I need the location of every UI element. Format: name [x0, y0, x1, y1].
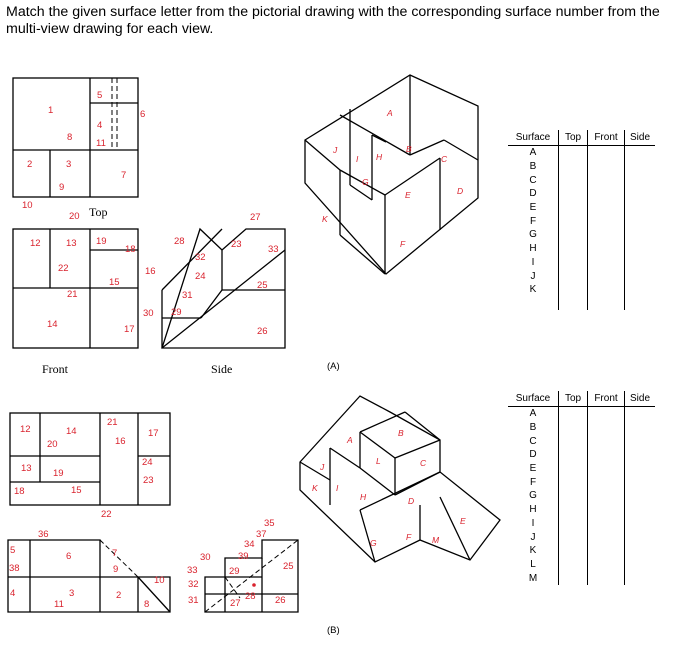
b-num: 19 [53, 468, 64, 479]
surface-letter: D [529, 188, 537, 200]
b-num: 34 [244, 539, 255, 550]
answer-front[interactable] [588, 475, 625, 489]
answer-side[interactable] [625, 214, 656, 228]
answer-front[interactable] [588, 214, 625, 228]
a-front-label: Front [42, 362, 69, 376]
instructions: Match the given surface letter from the pictorial drawing with the corresponding surface number from the multi-view drawing for each view. [6, 4, 660, 37]
a-num: 13 [66, 238, 77, 249]
answer-side[interactable] [625, 421, 656, 435]
table-header-front: Front [588, 130, 625, 146]
a-letter: G [362, 177, 369, 187]
a-num: 17 [124, 324, 135, 335]
surface-letter: H [529, 504, 537, 516]
surface-letter: M [528, 572, 538, 584]
surface-letter: F [529, 476, 537, 488]
answer-front[interactable] [588, 146, 625, 160]
table-row [508, 256, 655, 270]
answer-top[interactable] [559, 558, 588, 572]
table-row [508, 517, 655, 531]
b-num: 37 [256, 529, 267, 540]
table-header-front: Front [588, 391, 625, 407]
answer-front[interactable] [588, 558, 625, 572]
b-num: 29 [229, 566, 240, 577]
a-num: 16 [145, 266, 156, 277]
problem-a-pictorial [305, 75, 478, 274]
b-letter: I [336, 483, 339, 493]
answer-side[interactable] [625, 187, 656, 201]
b-num: 24 [142, 457, 153, 468]
b-letter: D [408, 496, 415, 506]
a-num: 28 [174, 236, 185, 247]
answer-front[interactable] [588, 256, 625, 270]
table-row [508, 434, 655, 448]
table-row [508, 530, 655, 544]
table-row [508, 421, 655, 435]
surface-letter: C [529, 435, 537, 447]
a-num: 32 [195, 252, 206, 263]
surface-letter: B [529, 161, 537, 173]
table-row [508, 503, 655, 517]
answer-top[interactable] [559, 214, 588, 228]
a-letter: H [376, 152, 383, 162]
answer-side[interactable] [625, 517, 656, 531]
answer-front[interactable] [588, 530, 625, 544]
surface-letter: A [529, 408, 537, 420]
a-top-label: Top [89, 205, 108, 219]
table-row [508, 462, 655, 476]
b-caption: (B) [327, 625, 340, 636]
answer-side[interactable] [625, 160, 656, 174]
table-row [508, 544, 655, 558]
answer-front[interactable] [588, 269, 625, 283]
a-num: 30 [143, 308, 154, 319]
b-num: 11 [54, 599, 64, 610]
table-row [508, 160, 655, 174]
b-letter: K [312, 483, 318, 493]
table-header-top: Top [559, 391, 588, 407]
surface-letter: F [529, 215, 537, 227]
table-a-header-row [508, 130, 655, 146]
a-num: 6 [140, 109, 146, 120]
a-num: 12 [30, 238, 41, 249]
a-num: 29 [171, 307, 182, 318]
table-row [508, 558, 655, 572]
answer-top[interactable] [559, 489, 588, 503]
b-num: 30 [200, 552, 211, 563]
b-num: 5 [10, 545, 16, 556]
answer-side[interactable] [625, 201, 656, 215]
a-num: 8 [67, 132, 73, 143]
a-letter: E [405, 190, 411, 200]
a-letter: J [333, 145, 338, 155]
a-num: 3 [66, 159, 72, 170]
answer-side[interactable] [625, 489, 656, 503]
answer-top[interactable] [559, 173, 588, 187]
answer-front[interactable] [588, 228, 625, 242]
b-num: 16 [115, 436, 126, 447]
answer-front[interactable] [588, 489, 625, 503]
table-row [508, 475, 655, 489]
answer-side[interactable] [625, 544, 656, 558]
a-num: 18 [125, 244, 136, 255]
answer-front[interactable] [588, 571, 625, 585]
a-num: 26 [257, 326, 268, 337]
answer-side[interactable] [625, 530, 656, 544]
answer-top[interactable] [559, 256, 588, 270]
table-header-side: Side [625, 391, 656, 407]
answer-front[interactable] [588, 517, 625, 531]
answer-front[interactable] [588, 283, 625, 297]
answer-side[interactable] [625, 462, 656, 476]
b-num: 2 [116, 590, 122, 601]
answer-side[interactable] [625, 269, 656, 283]
b-num: 35 [264, 518, 275, 529]
a-num: 7 [121, 170, 127, 181]
answer-top[interactable] [559, 421, 588, 435]
answer-front[interactable] [588, 462, 625, 476]
answer-top[interactable] [559, 448, 588, 462]
surface-letter: G [529, 229, 537, 241]
a-num: 20 [69, 211, 80, 222]
a-num: 11 [96, 138, 106, 149]
answer-top[interactable] [559, 187, 588, 201]
b-letter: M [432, 535, 440, 545]
answer-side[interactable] [625, 448, 656, 462]
answer-front[interactable] [588, 173, 625, 187]
a-side-label: Side [211, 362, 233, 376]
a-num: 2 [27, 159, 33, 170]
b-num: 18 [14, 486, 25, 497]
answer-front[interactable] [588, 448, 625, 462]
b-letter: H [360, 492, 367, 502]
answer-front[interactable] [588, 242, 625, 256]
a-num: 10 [22, 200, 33, 211]
b-letter: B [398, 428, 404, 438]
a-num: 5 [97, 90, 103, 101]
b-num: 23 [143, 475, 154, 486]
b-num: 4 [10, 588, 16, 599]
b-num: 25 [283, 561, 294, 572]
b-num: 12 [20, 424, 31, 435]
answer-front[interactable] [588, 421, 625, 435]
answer-top[interactable] [559, 228, 588, 242]
b-num: 9 [113, 564, 119, 575]
a-letter: I [356, 154, 359, 164]
a-letter: F [400, 239, 406, 249]
table-row [508, 489, 655, 503]
problem-a-top-view [13, 78, 138, 197]
a-letter: B [406, 144, 412, 154]
b-letter: A [347, 435, 353, 445]
surface-letter: B [529, 422, 537, 434]
a-num: 15 [109, 277, 120, 288]
b-num: 7 [112, 548, 118, 559]
a-caption: (A) [327, 361, 340, 372]
answer-front[interactable] [588, 160, 625, 174]
answer-top[interactable] [559, 571, 588, 585]
b-num: 20 [47, 439, 58, 450]
answer-top[interactable] [559, 201, 588, 215]
table-b-header-row [508, 391, 655, 407]
surface-letter: I [531, 517, 535, 529]
matching-table-a [508, 130, 655, 310]
table-row [508, 187, 655, 201]
table-row [508, 297, 655, 311]
surface-letter: I [531, 256, 535, 268]
surface-letter: H [529, 243, 537, 255]
a-num: 24 [195, 271, 206, 282]
answer-front[interactable] [588, 503, 625, 517]
answer-top[interactable] [559, 242, 588, 256]
a-letter: A [387, 108, 393, 118]
b-num: 38 [9, 563, 20, 574]
answer-top[interactable] [559, 517, 588, 531]
answer-side[interactable] [625, 407, 656, 421]
a-num: 21 [67, 289, 78, 300]
answer-top[interactable] [559, 475, 588, 489]
matching-table-b [508, 391, 655, 585]
answer-side[interactable] [625, 146, 656, 160]
b-num: 6 [66, 551, 72, 562]
a-letter: K [322, 214, 328, 224]
surface-letter: J [530, 531, 536, 543]
b-num: 10 [154, 575, 165, 586]
table-header-top: Top [559, 130, 588, 146]
a-num: 19 [96, 236, 107, 247]
b-num: 3 [69, 588, 75, 599]
answer-top[interactable] [559, 283, 588, 297]
surface-letter: K [529, 545, 537, 557]
table-header-surface: Surface [508, 391, 559, 407]
b-num: 31 [188, 595, 199, 606]
answer-front[interactable] [588, 187, 625, 201]
answer-side[interactable] [625, 571, 656, 585]
answer-side[interactable] [625, 475, 656, 489]
b-num: 14 [66, 426, 77, 437]
answer-side[interactable] [625, 173, 656, 187]
b-num: 21 [107, 417, 118, 428]
table-row [508, 173, 655, 187]
answer-top[interactable] [559, 530, 588, 544]
b-num: 27 [230, 598, 241, 609]
surface-letter: E [529, 463, 537, 475]
b-letter: E [460, 516, 466, 526]
b-num: 26 [275, 595, 286, 606]
table-row [508, 269, 655, 283]
a-num: 4 [97, 120, 103, 131]
answer-front[interactable] [588, 544, 625, 558]
surface-letter: G [529, 490, 537, 502]
answer-side[interactable] [625, 434, 656, 448]
answer-top[interactable] [559, 269, 588, 283]
b-letter: C [420, 458, 427, 468]
b-num: 8 [144, 599, 150, 610]
answer-top[interactable] [559, 407, 588, 421]
table-row [508, 146, 655, 160]
problem-b-pictorial [300, 396, 500, 562]
table-header-side: Side [625, 130, 656, 146]
surface-letter: K [529, 284, 537, 296]
b-letter: L [376, 456, 381, 466]
answer-top[interactable] [559, 160, 588, 174]
answer-side[interactable] [625, 228, 656, 242]
table-row [508, 242, 655, 256]
answer-top[interactable] [559, 544, 588, 558]
b-num: 32 [188, 579, 199, 590]
b-num: 17 [148, 428, 159, 439]
answer-side[interactable] [625, 242, 656, 256]
table-row [508, 214, 655, 228]
table-row [508, 448, 655, 462]
table-row [508, 201, 655, 215]
a-letter: C [441, 154, 448, 164]
answer-side[interactable] [625, 558, 656, 572]
answer-front[interactable] [588, 407, 625, 421]
table-header-surface: Surface [508, 130, 559, 146]
b-num: 36 [38, 529, 49, 540]
answer-side[interactable] [625, 503, 656, 517]
a-num: 9 [59, 182, 65, 193]
b-num: 22 [101, 509, 112, 520]
b-num: 13 [21, 463, 32, 474]
a-letter: D [457, 186, 464, 196]
answer-front[interactable] [588, 434, 625, 448]
table-row [508, 228, 655, 242]
a-num: 14 [47, 319, 58, 330]
answer-front[interactable] [588, 201, 625, 215]
b-num: 39 [238, 551, 249, 562]
a-num: 22 [58, 263, 69, 274]
surface-letter: A [529, 147, 537, 159]
b-letter: G [370, 538, 377, 548]
answer-top[interactable] [559, 462, 588, 476]
table-row [508, 571, 655, 585]
answer-side[interactable] [625, 283, 656, 297]
a-num: 23 [231, 239, 242, 250]
b-num: 33 [187, 565, 198, 576]
b-num: 28 [245, 591, 256, 602]
b-letter: F [406, 532, 412, 542]
a-num: 1 [48, 105, 54, 116]
table-row [508, 283, 655, 297]
answer-side[interactable] [625, 256, 656, 270]
table-row [508, 407, 655, 421]
b-num: 15 [71, 485, 82, 496]
a-num: 31 [182, 290, 193, 301]
a-num: 27 [250, 212, 261, 223]
answer-top[interactable] [559, 434, 588, 448]
surface-letter: L [530, 558, 536, 570]
b-letter: J [320, 462, 325, 472]
surface-letter: C [529, 174, 537, 186]
surface-letter: D [529, 449, 537, 461]
surface-letter: E [529, 202, 537, 214]
a-num: 25 [257, 280, 268, 291]
a-num: 33 [268, 244, 279, 255]
surface-letter: J [530, 270, 536, 282]
answer-top[interactable] [559, 146, 588, 160]
answer-top[interactable] [559, 503, 588, 517]
